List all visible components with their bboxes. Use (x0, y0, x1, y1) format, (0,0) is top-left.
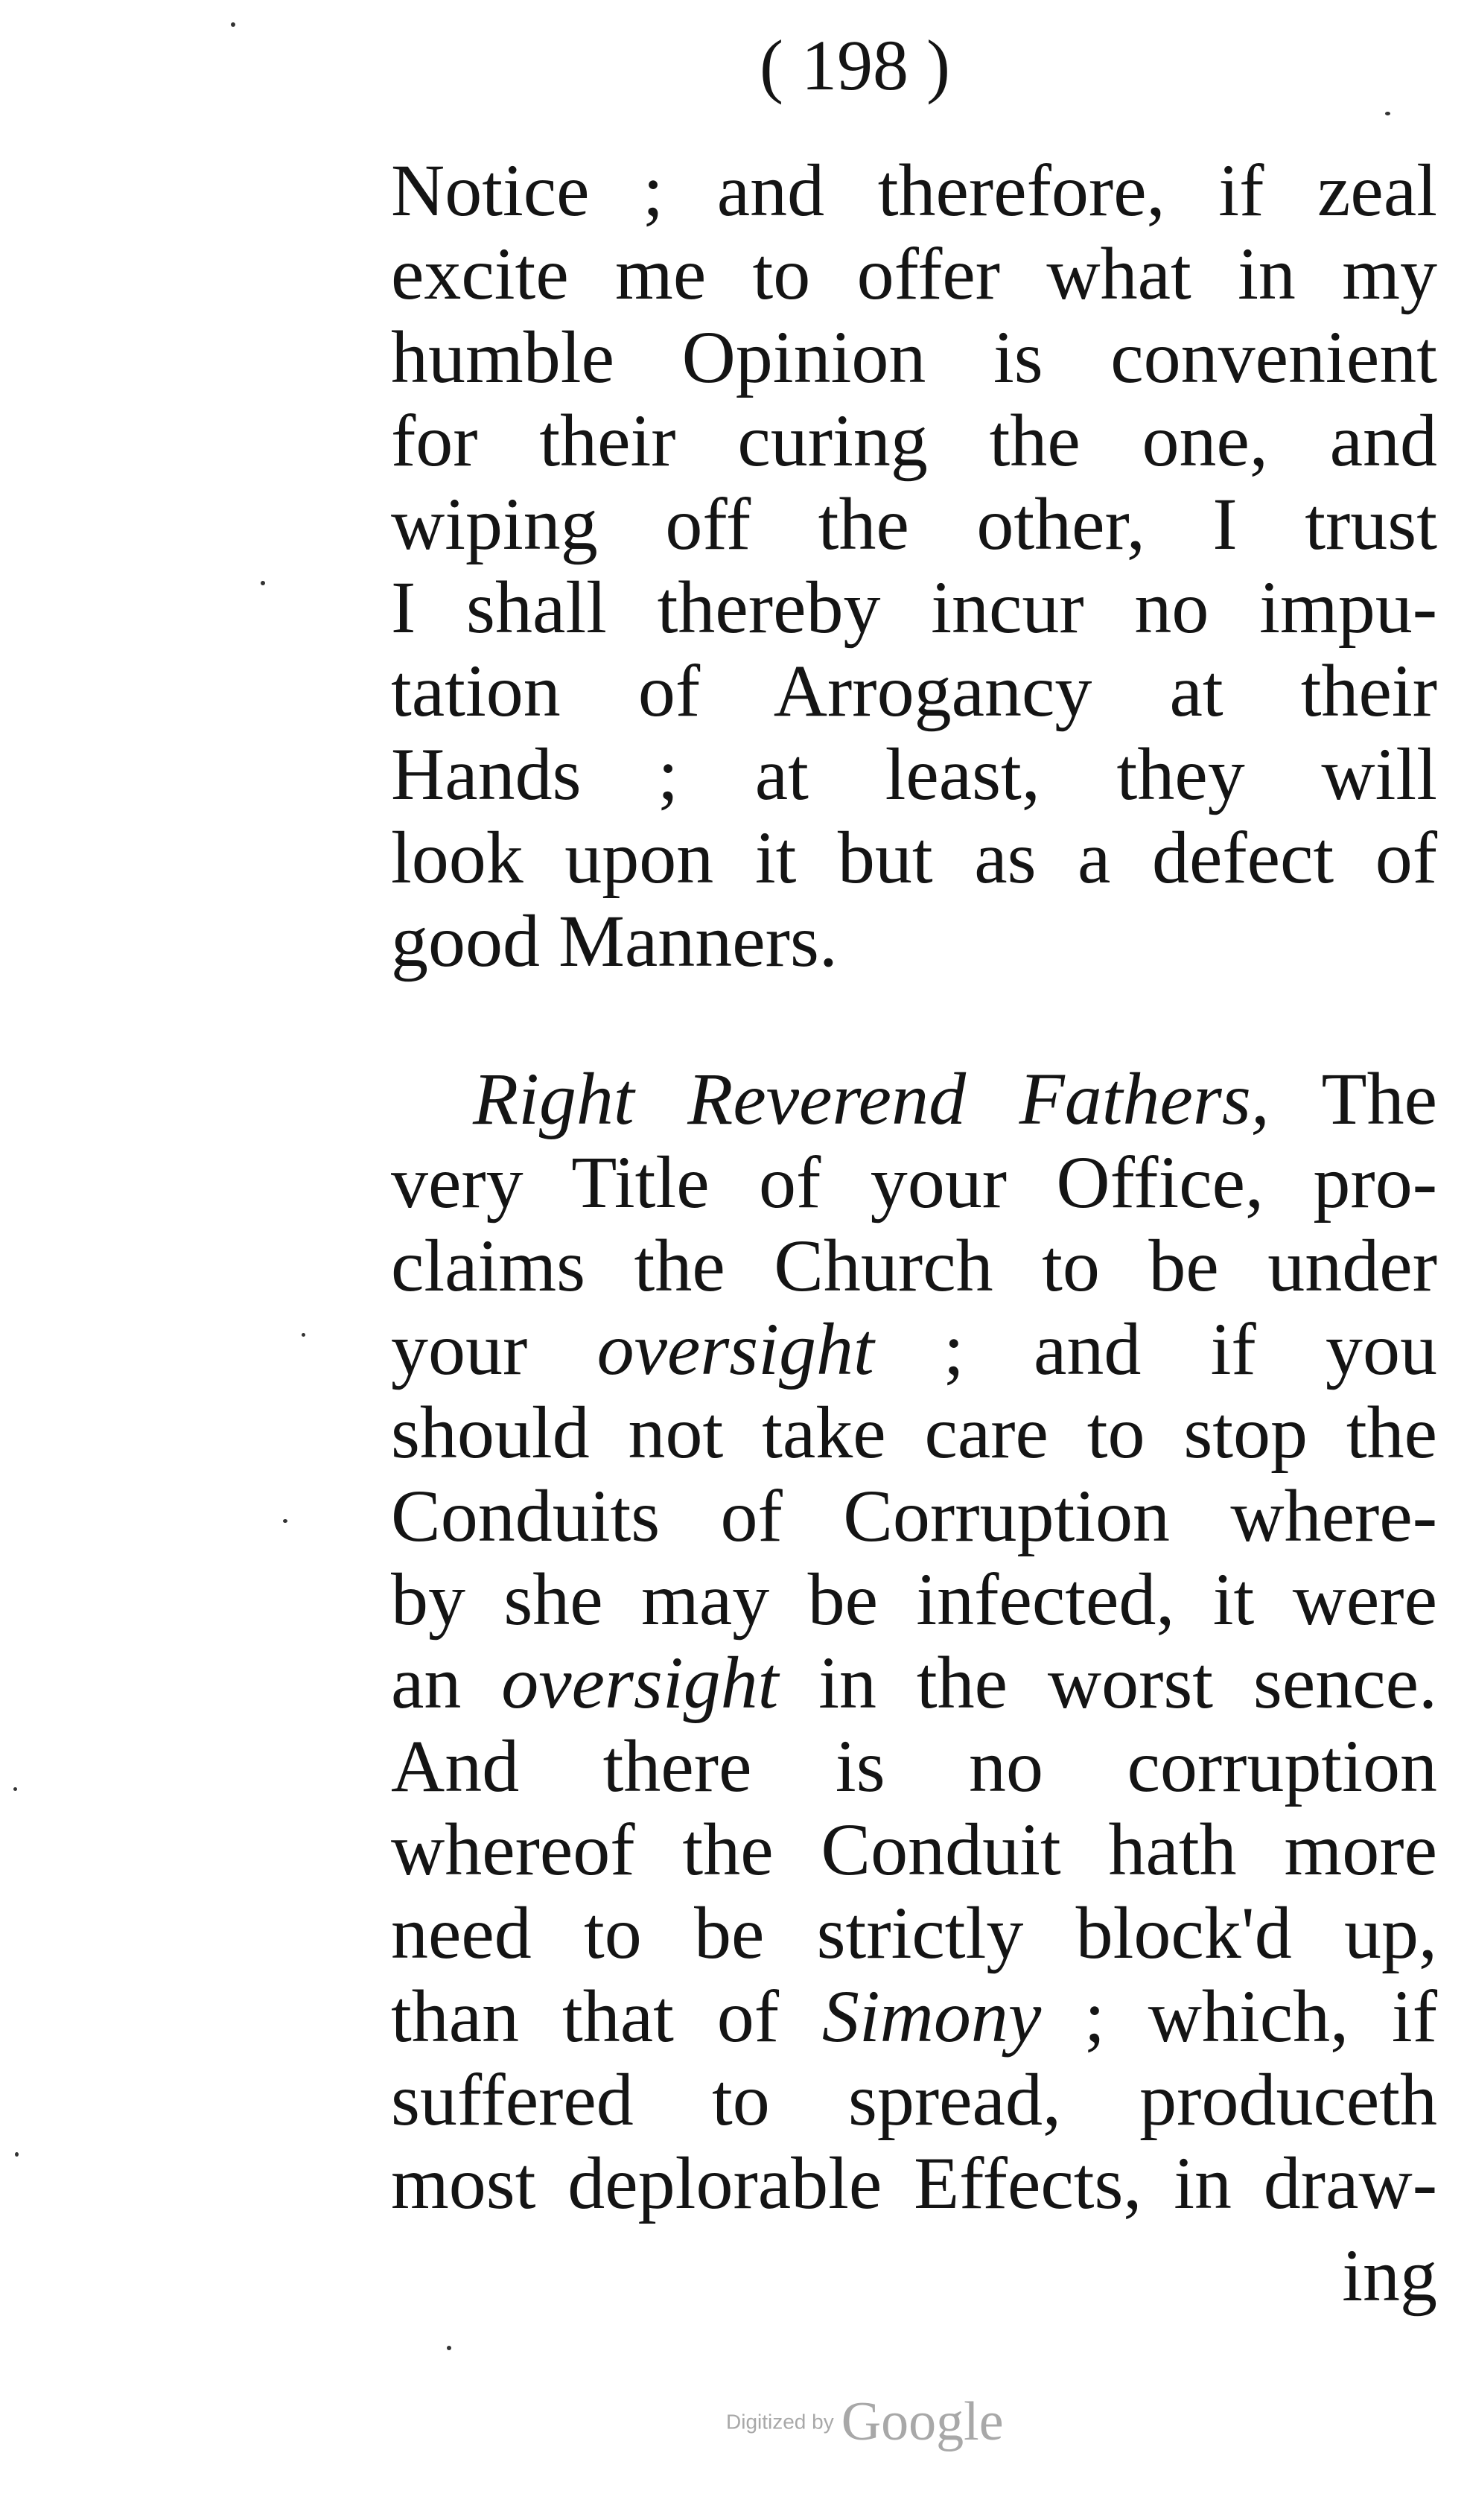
text-line: Conduits of Corruption where- (391, 1474, 1437, 1557)
print-speck (231, 22, 235, 27)
text-line: look upon it but as a defect of (391, 816, 1437, 899)
print-speck (447, 2346, 451, 2350)
catchword-block (391, 2234, 1437, 2317)
catchword: ing (1342, 2234, 1437, 2317)
text-line: excite me to offer what in my (391, 232, 1437, 315)
text-fragment: in the worst sence. (778, 1641, 1437, 1724)
print-speck (283, 1519, 287, 1523)
italic-word: oversight (596, 1308, 874, 1390)
text-line: most deplorable Effects, in draw- (391, 2142, 1437, 2224)
print-speck (261, 581, 265, 585)
text-line: tation of Arrogancy at their (391, 649, 1437, 732)
text-line: very Title of your Office, pro- (391, 1141, 1437, 1224)
text-line: for their curing the one, and (391, 399, 1437, 482)
page-number: ( 198 ) (760, 25, 950, 105)
text-line: Hands ; at least, they will (391, 733, 1437, 815)
text-line: I shall thereby incur no impu- (391, 566, 1437, 649)
text-line: need to be strictly block'd up, (391, 1891, 1437, 1974)
text-line (391, 1057, 1437, 1141)
text-line: wiping off the other, I trust (391, 483, 1437, 565)
text-line (391, 1975, 1437, 2058)
salutation: Right Reverend Fathers, (473, 1057, 1270, 1140)
text-line: Notice ; and therefore, if zeal (391, 149, 1437, 232)
print-speck (1385, 112, 1390, 115)
text-line (391, 1308, 1437, 1391)
text-fragment: ; and if you (873, 1308, 1437, 1390)
print-speck (15, 2152, 19, 2157)
text-fragment: ; which, if (1041, 1975, 1437, 2058)
text-line: whereof the Conduit hath more (391, 1808, 1437, 1891)
text-line: by she may be infected, it were (391, 1558, 1437, 1641)
text-line: good Manners. (391, 900, 838, 982)
text-fragment: an (391, 1641, 502, 1724)
text-line (391, 1641, 1437, 1725)
print-speck (13, 1787, 17, 1791)
italic-word: Simony (821, 1975, 1042, 2058)
watermark-brand: Google (841, 2391, 1004, 2452)
print-speck (302, 1333, 305, 1337)
watermark-prefix: Digitized by (726, 2410, 834, 2434)
text-line: humble Opinion is convenient (391, 316, 1437, 398)
text-line: And there is no corruption (391, 1725, 1437, 1807)
italic-word: oversight (501, 1641, 779, 1724)
text-line: should not take care to stop the (391, 1391, 1437, 1474)
google-watermark (726, 2390, 1004, 2454)
paragraph-1 (391, 149, 1437, 983)
text-fragment: your (391, 1308, 597, 1390)
text-line: suffered to spread, produceth (391, 2058, 1437, 2141)
text-fragment: The (1321, 1057, 1438, 1140)
text-fragment: than that of (391, 1975, 822, 2058)
paragraph-2 (391, 1057, 1437, 2225)
text-line: claims the Church to be under (391, 1224, 1437, 1307)
